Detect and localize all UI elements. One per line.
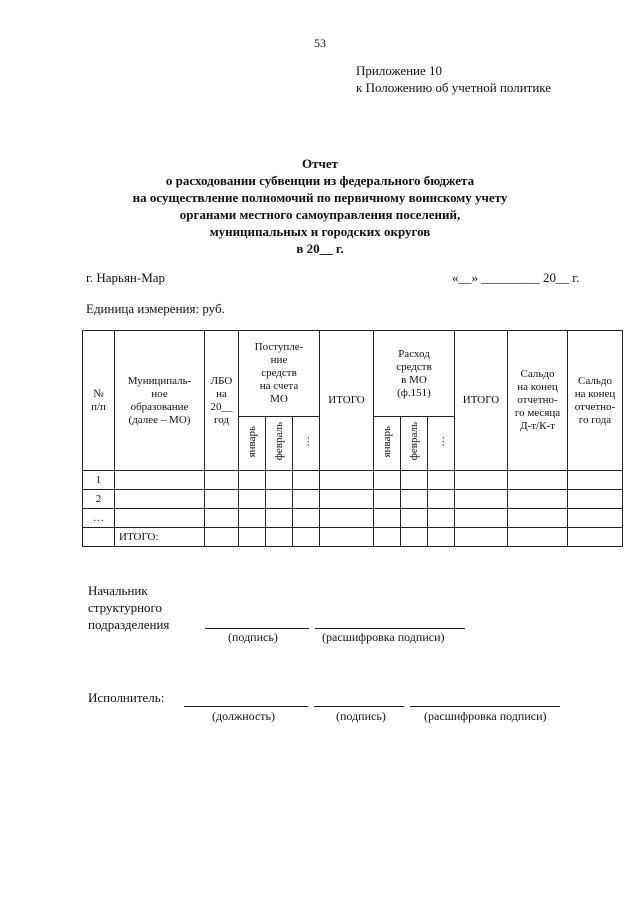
city: г. Нарьян-Мар <box>86 270 166 285</box>
header-expense-line: (ф.151) <box>397 386 431 399</box>
title-line-5: муниципальных и городских округов <box>209 224 431 239</box>
header-saldo-month <box>508 331 568 471</box>
header-num-line: № <box>93 387 104 400</box>
cell <box>401 509 428 528</box>
head-caption-sign: (подпись) <box>228 630 278 644</box>
cell <box>508 528 568 547</box>
month-label: январь <box>380 425 393 458</box>
cell <box>455 471 508 490</box>
sub-expense-dots <box>428 417 455 471</box>
cell <box>293 471 320 490</box>
cell <box>239 509 266 528</box>
month-label: февраль <box>407 422 420 461</box>
head-signature-line <box>205 628 309 629</box>
sub-income-dots <box>293 417 320 471</box>
header-expense-line: в МО <box>401 373 427 386</box>
header-saldo-year <box>568 331 623 471</box>
cell <box>401 490 428 509</box>
head-position-line: структурного <box>88 600 163 615</box>
header-num <box>83 331 115 471</box>
cell <box>205 509 239 528</box>
cell <box>374 471 401 490</box>
table-row <box>83 471 623 490</box>
header-income-line: ние <box>270 354 288 366</box>
cell <box>266 509 293 528</box>
header-lbo-line: на <box>216 387 227 400</box>
cell <box>455 490 508 509</box>
cell <box>374 490 401 509</box>
cell <box>205 528 239 547</box>
header-lbo <box>205 331 239 471</box>
total-row <box>83 528 623 547</box>
report-date: «__» _________ 20__ г. <box>452 270 580 285</box>
page-number: 53 <box>314 36 326 50</box>
cell <box>320 509 374 528</box>
sub-income-feb <box>266 417 293 471</box>
cell <box>266 528 293 547</box>
sub-expense-jan <box>374 417 401 471</box>
executor-position-line <box>184 706 308 707</box>
cell <box>266 471 293 490</box>
cell <box>401 528 428 547</box>
header-saldo-year-line: го года <box>578 413 612 426</box>
cell <box>115 471 205 490</box>
cell <box>239 471 266 490</box>
ellipsis-label: … <box>434 436 447 447</box>
cell <box>428 509 455 528</box>
title-line-4: органами местного самоуправления поселений, <box>179 207 461 222</box>
cell <box>293 490 320 509</box>
executor-caption-decode: (расшифровка подписи) <box>424 709 547 723</box>
title-line-3: на осуществление полномочий по первичному воинскому учету <box>132 190 508 205</box>
header-income-line: на счета <box>259 380 299 392</box>
header-saldo-month-line: отчетно- <box>517 394 558 406</box>
header-expense <box>374 331 455 417</box>
row-number: 1 <box>83 471 115 490</box>
executor-caption-sign: (подпись) <box>336 709 386 723</box>
cell <box>428 471 455 490</box>
row-number: 2 <box>83 490 115 509</box>
header-mun-line: ное <box>151 387 168 400</box>
header-mun-line: Муниципаль- <box>127 374 192 387</box>
cell <box>568 528 623 547</box>
header-income-line: средств <box>261 367 297 379</box>
table-row <box>83 509 623 528</box>
header-total-expense: ИТОГО <box>455 331 508 471</box>
head-decode-line <box>315 628 465 629</box>
cell <box>239 528 266 547</box>
cell <box>293 509 320 528</box>
header-income-line: МО <box>270 393 288 405</box>
table-row <box>83 490 623 509</box>
cell <box>508 509 568 528</box>
header-expense-line: средств <box>396 360 432 373</box>
header-saldo-month-line: Д-т/К-т <box>520 420 555 432</box>
executor-decode-line <box>410 706 560 707</box>
month-label: февраль <box>272 422 285 461</box>
cell <box>374 528 401 547</box>
report-title <box>0 155 640 257</box>
units-of-measure: Единица измерения: руб. <box>86 301 225 316</box>
cell <box>320 528 374 547</box>
sub-income-jan <box>239 417 266 471</box>
header-saldo-year-line: Сальдо <box>578 374 612 387</box>
cell <box>205 471 239 490</box>
cell <box>293 528 320 547</box>
month-label: январь <box>245 425 258 458</box>
executor-signature-line <box>314 706 404 707</box>
head-caption-decode: (расшифровка подписи) <box>322 630 445 644</box>
row-number: … <box>83 509 115 528</box>
cell <box>83 528 115 547</box>
cell <box>320 490 374 509</box>
report-table <box>82 330 623 547</box>
cell <box>266 490 293 509</box>
header-mun-line: (далее – МО) <box>128 413 191 426</box>
header-municipality <box>115 331 205 471</box>
title-line-1: Отчет <box>302 156 338 171</box>
header-lbo-line: год <box>213 413 230 426</box>
sub-expense-feb <box>401 417 428 471</box>
head-position-line: подразделения <box>88 617 170 632</box>
header-saldo-month-line: на конец <box>517 381 558 393</box>
header-saldo-year-line: на конец <box>574 387 616 400</box>
cell <box>320 471 374 490</box>
annex-header <box>356 62 551 96</box>
cell <box>115 490 205 509</box>
header-lbo-line: 20__ <box>210 400 233 413</box>
cell <box>374 509 401 528</box>
cell <box>568 471 623 490</box>
cell <box>455 528 508 547</box>
total-label: ИТОГО: <box>115 528 205 547</box>
cell <box>568 509 623 528</box>
annex-line-2: к Положению об учетной политике <box>356 80 552 95</box>
cell <box>401 471 428 490</box>
head-position <box>88 582 169 633</box>
title-line-2: о расходовании субвенции из федерального бюджета <box>165 173 475 188</box>
header-income <box>239 331 320 417</box>
cell <box>239 490 266 509</box>
cell <box>205 490 239 509</box>
head-position-line: Начальник <box>88 583 148 598</box>
title-line-6: в 20__ г. <box>296 241 344 256</box>
header-lbo-line: ЛБО <box>210 374 233 387</box>
header-saldo-month-line: го месяца <box>514 407 561 419</box>
header-total-income: ИТОГО <box>320 331 374 471</box>
cell <box>568 490 623 509</box>
header-mun-line: образование <box>130 400 189 413</box>
cell <box>455 509 508 528</box>
cell <box>115 509 205 528</box>
annex-line-1: Приложение 10 <box>356 63 443 78</box>
executor-caption-position: (должность) <box>212 709 275 723</box>
cell <box>508 471 568 490</box>
header-expense-line: Расход <box>398 347 430 360</box>
header-saldo-month-line: Сальдо <box>520 368 555 380</box>
cell <box>428 528 455 547</box>
header-saldo-year-line: отчетно- <box>574 400 616 413</box>
header-num-line: п/п <box>91 400 106 413</box>
cell <box>428 490 455 509</box>
cell <box>508 490 568 509</box>
executor-label: Исполнитель: <box>88 690 165 705</box>
ellipsis-label: … <box>299 436 312 447</box>
header-income-line: Поступле- <box>254 341 304 353</box>
